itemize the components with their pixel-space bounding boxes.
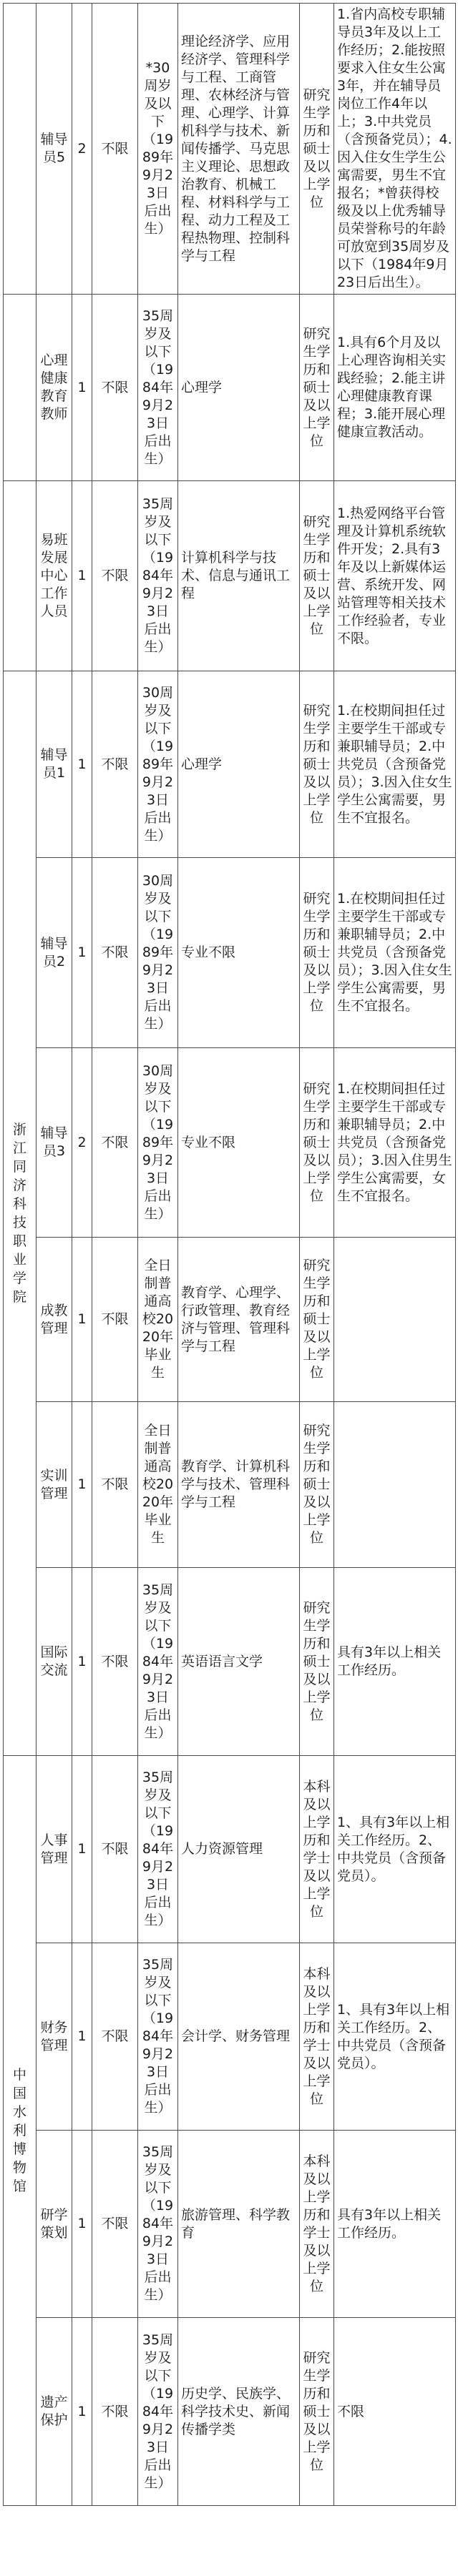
gender-cell: 不限 — [92, 2318, 138, 2506]
post-cell: 国际交流 — [36, 1568, 72, 1756]
table-row — [4, 1756, 456, 1943]
education-cell: 研究生学历和硕士及以上学位 — [300, 4, 334, 295]
count-cell: 1 — [72, 671, 92, 858]
gender-cell: 不限 — [92, 1756, 138, 1943]
table-row — [4, 4, 456, 295]
note-cell: 1.在校期间担任过主要学生干部或专兼职辅导员；2.中共党员（含预备党员）；3.因入住女生学生公寓需要，男生不宜报名。 — [334, 858, 456, 1048]
org-cell-continued — [4, 4, 36, 295]
count-cell: 1 — [72, 2318, 92, 2506]
post-cell: 遗产保护 — [36, 2318, 72, 2506]
post-cell: 实训管理 — [36, 1402, 72, 1568]
note-cell — [334, 1238, 456, 1402]
org-cell-continued — [4, 295, 36, 481]
count-cell: 1 — [72, 858, 92, 1048]
major-cell: 专业不限 — [178, 1048, 300, 1238]
gender-cell: 不限 — [92, 2131, 138, 2318]
gender-cell: 不限 — [92, 1238, 138, 1402]
education-cell: 本科及以上学历和学士及以上学位 — [300, 1756, 334, 1943]
education-cell: 研究生学历和硕士及以上学位 — [300, 671, 334, 858]
education-cell: 研究生学历和硕士及以上学位 — [300, 1402, 334, 1568]
post-cell: 心理健康教育教师 — [36, 295, 72, 481]
note-cell: 1.在校期间担任过主要学生干部或专兼职辅导员；2.中共党员（含预备党员）；3.因入住男生学生公寓需要，女生不宜报名。 — [334, 1048, 456, 1238]
note-cell: 1、具有3年以上相关工作经历。2、中共党员（含预备党员）。 — [334, 1756, 456, 1943]
age-cell: 35周岁及以下（1984年9月23日后出生） — [138, 1943, 178, 2131]
post-cell: 辅导员3 — [36, 1048, 72, 1238]
table-row — [4, 2318, 456, 2506]
age-cell: 35周岁及以下（1984年9月23日后出生） — [138, 2318, 178, 2506]
post-cell: 财务管理 — [36, 1943, 72, 2131]
gender-cell: 不限 — [92, 295, 138, 481]
age-cell: 全日制普通高校2020年毕业生 — [138, 1238, 178, 1402]
age-cell: 30周岁及以下（1989年9月23日后出生） — [138, 858, 178, 1048]
education-cell: 研究生学历和硕士及以上学位 — [300, 295, 334, 481]
table-row — [4, 671, 456, 858]
education-cell: 研究生学历和硕士及以上学位 — [300, 1048, 334, 1238]
table-row — [4, 1048, 456, 1238]
recruitment-table-sheet — [3, 3, 455, 2573]
age-cell: 30周岁及以下（1989年9月23日后出生） — [138, 671, 178, 858]
table-row — [4, 295, 456, 481]
major-cell: 历史学、民族学、科学技术史、新闻传播学类 — [178, 2318, 300, 2506]
recruitment-table — [3, 3, 456, 2506]
table-row — [4, 1402, 456, 1568]
major-cell: 英语语言文学 — [178, 1568, 300, 1756]
major-cell: 专业不限 — [178, 858, 300, 1048]
count-cell: 1 — [72, 295, 92, 481]
major-cell: 理论经济学、应用经济学、管理科学与工程、工商管理、农林经济与管理、心理学、计算机科学与技术、新闻传播学、马克思主义理论、思想政治教育、机械工程、材料科学与工程、动力工程及工程热物理、控制科学与工程 — [178, 4, 300, 295]
table-row — [4, 2131, 456, 2318]
major-cell: 心理学 — [178, 671, 300, 858]
post-cell: 辅导员5 — [36, 4, 72, 295]
education-cell: 研究生学历和硕士及以上学位 — [300, 481, 334, 671]
count-cell: 1 — [72, 1238, 92, 1402]
age-cell: 35周岁及以下（1984年9月23日后出生） — [138, 481, 178, 671]
note-cell: 1.省内高校专职辅导员3年及以上工作经历；2.能按照要求入住女生公寓3年，并在辅导员岗位工作4年以上；3.中共党员（含预备党员）；4.因入住女生学生公寓需要，男生不宜报名；*曾获得校级及以上优秀辅导员荣誉称号的年龄可放宽到35周岁及以下（1984年9月23日后出生）。 — [334, 4, 456, 295]
org-cell: 中国水利博物馆 — [4, 1756, 36, 2506]
age-cell: 35周岁及以下（1984年9月23日后出生） — [138, 295, 178, 481]
org-cell: 浙江同济科技职业学院 — [4, 671, 36, 1756]
org-cell-continued — [4, 481, 36, 671]
post-cell: 辅导员1 — [36, 671, 72, 858]
gender-cell: 不限 — [92, 671, 138, 858]
note-cell: 1.具有6个月及以上心理咨询相关实践经验；2.能主讲心理健康教育课程；3.能开展心理健康宣教活动。 — [334, 295, 456, 481]
table-row — [4, 858, 456, 1048]
count-cell: 1 — [72, 1943, 92, 2131]
education-cell: 研究生学历和硕士及以上学位 — [300, 1238, 334, 1402]
education-cell: 研究生学历和硕士及以上学位 — [300, 1568, 334, 1756]
age-cell: 30周岁及以下（1989年9月23日后出生） — [138, 1048, 178, 1238]
age-cell: 全日制普通高校2020年毕业生 — [138, 1402, 178, 1568]
gender-cell: 不限 — [92, 1402, 138, 1568]
post-cell: 易班发展中心工作人员 — [36, 481, 72, 671]
major-cell: 心理学 — [178, 295, 300, 481]
count-cell: 1 — [72, 481, 92, 671]
age-cell: 35周岁及以下（1984年9月23日后出生） — [138, 1756, 178, 1943]
major-cell: 教育学、计算机科学与技术、管理科学与工程 — [178, 1402, 300, 1568]
note-cell: 不限 — [334, 2318, 456, 2506]
post-cell: 人事管理 — [36, 1756, 72, 1943]
gender-cell: 不限 — [92, 481, 138, 671]
post-cell: 辅导员2 — [36, 858, 72, 1048]
note-cell: 1.热爱网络平台管理及计算机系统软件开发；2.具有3年及以上新媒体运营、系统开发、网站管理等相关技术工作经验者，专业不限。 — [334, 481, 456, 671]
age-cell: 35周岁及以下（1984年9月23日后出生） — [138, 1568, 178, 1756]
major-cell: 会计学、财务管理 — [178, 1943, 300, 2131]
education-cell: 本科及以上学历和学士及以上学位 — [300, 2131, 334, 2318]
gender-cell: 不限 — [92, 4, 138, 295]
note-cell: 具有3年以上相关工作经历。 — [334, 2131, 456, 2318]
gender-cell: 不限 — [92, 1943, 138, 2131]
gender-cell: 不限 — [92, 1568, 138, 1756]
education-cell: 本科及以上学历和学士及以上学位 — [300, 1943, 334, 2131]
note-cell: 1、具有3年以上相关工作经历。2、中共党员（含预备党员）。 — [334, 1943, 456, 2131]
table-row — [4, 1238, 456, 1402]
count-cell: 2 — [72, 1048, 92, 1238]
post-cell: 研学策划 — [36, 2131, 72, 2318]
count-cell: 2 — [72, 4, 92, 295]
note-cell — [334, 1402, 456, 1568]
education-cell: 研究生学历和硕士及以上学位 — [300, 2318, 334, 2506]
age-cell: 35周岁及以下（1984年9月23日后出生） — [138, 2131, 178, 2318]
table-row — [4, 1943, 456, 2131]
major-cell: 教育学、心理学、行政管理、教育经济与管理、管理科学与工程 — [178, 1238, 300, 1402]
major-cell: 旅游管理、科学教育 — [178, 2131, 300, 2318]
count-cell: 1 — [72, 1756, 92, 1943]
major-cell: 计算机科学与技术、信息与通讯工程 — [178, 481, 300, 671]
post-cell: 成教管理 — [36, 1238, 72, 1402]
table-row — [4, 1568, 456, 1756]
table-row — [4, 481, 456, 671]
education-cell: 研究生学历和硕士及以上学位 — [300, 858, 334, 1048]
age-cell: *30周岁及以下（1989年9月23日后出生） — [138, 4, 178, 295]
major-cell: 人力资源管理 — [178, 1756, 300, 1943]
gender-cell: 不限 — [92, 858, 138, 1048]
count-cell: 1 — [72, 2131, 92, 2318]
gender-cell: 不限 — [92, 1048, 138, 1238]
note-cell: 1.在校期间担任过主要学生干部或专兼职辅导员；2.中共党员（含预备党员）；3.因入住女生学生公寓需要，男生不宜报名。 — [334, 671, 456, 858]
note-cell: 具有3年以上相关工作经历。 — [334, 1568, 456, 1756]
count-cell: 1 — [72, 1568, 92, 1756]
count-cell: 1 — [72, 1402, 92, 1568]
